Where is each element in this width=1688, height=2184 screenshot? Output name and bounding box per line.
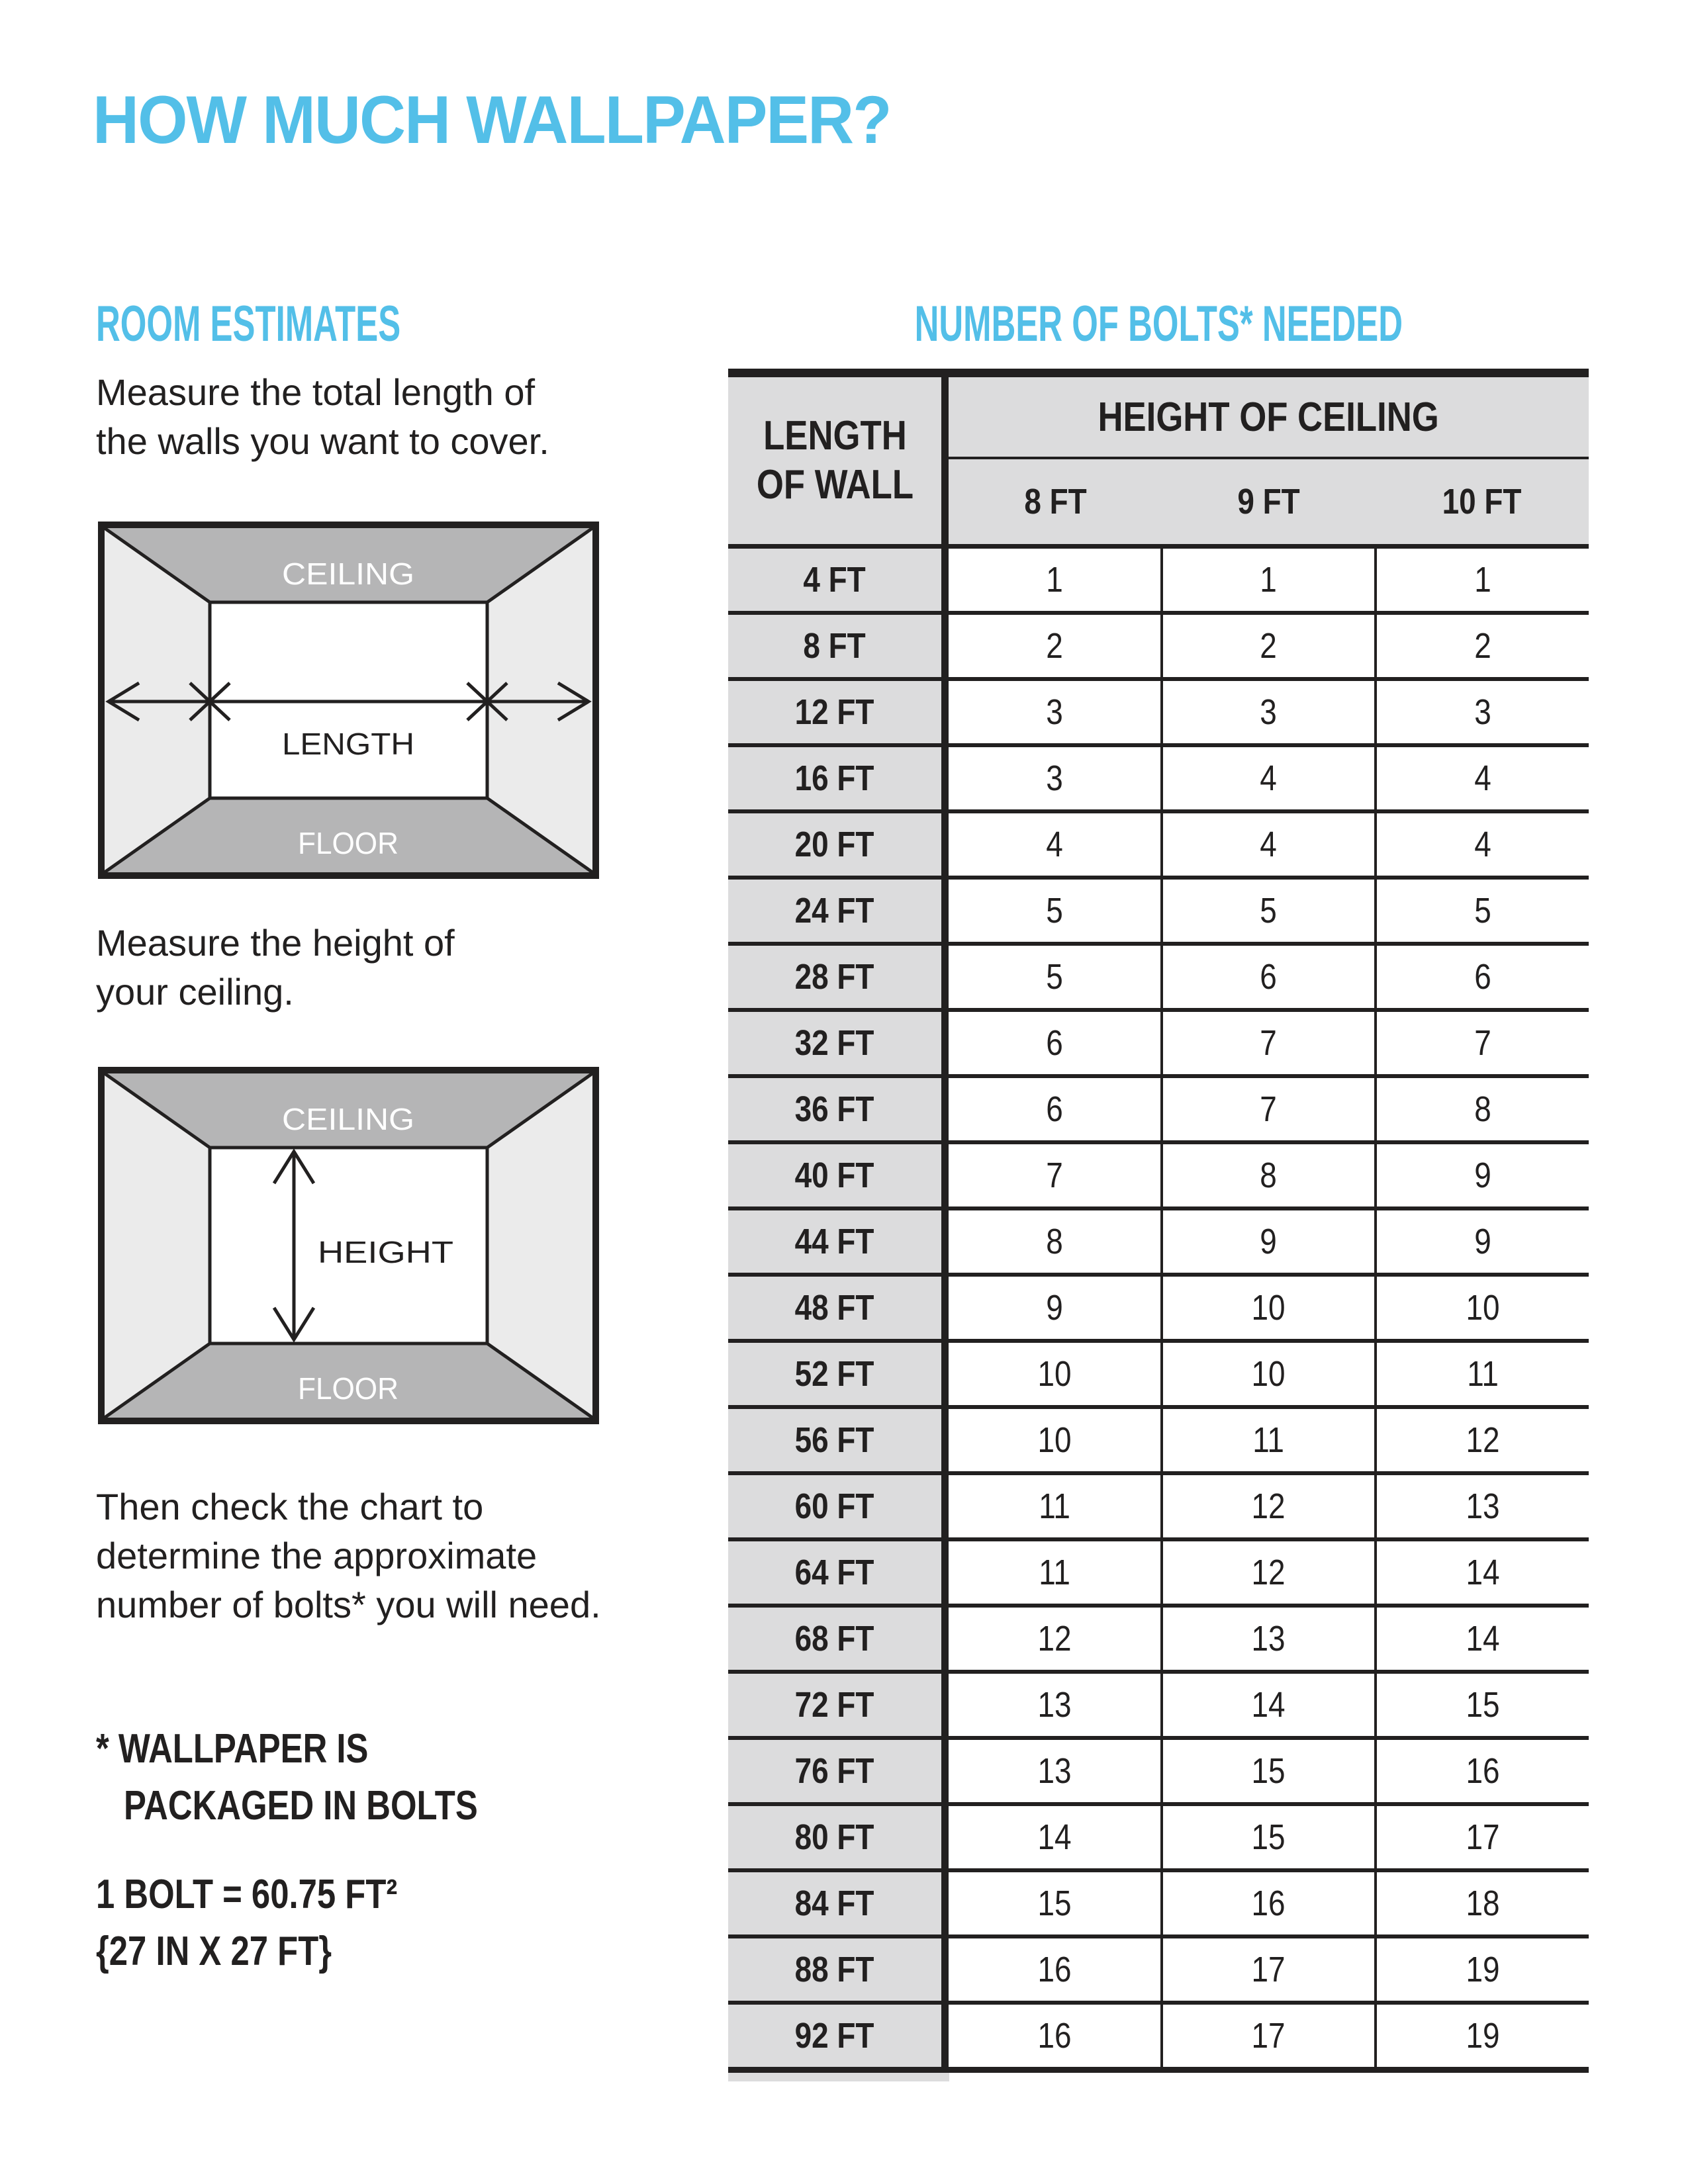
subheader-row bbox=[949, 459, 1589, 544]
instruction-check-chart: Then check the chart to determine the approximate number of bolts* you will need. bbox=[96, 1486, 601, 1625]
row-label-cell: 24 FT bbox=[728, 880, 941, 942]
value-cell-10ft: 9 bbox=[1377, 1144, 1589, 1206]
room-length-svg bbox=[98, 522, 599, 879]
value-cell-8ft: 3 bbox=[949, 681, 1163, 743]
value-cell-10ft: 19 bbox=[1377, 2005, 1589, 2067]
column-divider bbox=[941, 2005, 949, 2067]
column-divider bbox=[941, 1740, 949, 1802]
value-cell-10ft: 6 bbox=[1377, 946, 1589, 1008]
value-cell-10ft: 9 bbox=[1377, 1210, 1589, 1273]
value-cell-8ft: 10 bbox=[949, 1409, 1163, 1471]
value-cell-9ft: 12 bbox=[1163, 1475, 1378, 1537]
column-divider bbox=[941, 377, 949, 544]
row-label-cell: 48 FT bbox=[728, 1277, 941, 1339]
value-cell-10ft: 4 bbox=[1377, 813, 1589, 876]
value-cell-10ft: 11 bbox=[1377, 1343, 1589, 1405]
row-label-cell: 36 FT bbox=[728, 1078, 941, 1140]
value-cell-8ft: 1 bbox=[949, 549, 1163, 611]
table-top-border bbox=[728, 369, 1589, 377]
table-row bbox=[728, 747, 1589, 813]
value-cell-9ft: 12 bbox=[1163, 1541, 1378, 1604]
row-label-cell: 16 FT bbox=[728, 747, 941, 809]
value-cell-8ft: 4 bbox=[949, 813, 1163, 876]
value-cell-9ft: 17 bbox=[1163, 1938, 1378, 2001]
col-header-8ft: 8 FT bbox=[1023, 482, 1087, 522]
value-cell-8ft: 5 bbox=[949, 946, 1163, 1008]
table-row bbox=[728, 1210, 1589, 1277]
ceiling-height-header-group bbox=[949, 377, 1589, 544]
row-label-cell: 92 FT bbox=[728, 2005, 941, 2067]
value-cell-9ft: 9 bbox=[1163, 1210, 1378, 1273]
value-cell-9ft: 3 bbox=[1163, 681, 1378, 743]
row-label-cell: 32 FT bbox=[728, 1012, 941, 1074]
col-header-9ft: 9 FT bbox=[1237, 482, 1300, 522]
value-cell-10ft: 18 bbox=[1377, 1872, 1589, 1934]
value-cell-8ft: 16 bbox=[949, 1938, 1163, 2001]
room-estimates-heading: ROOM ESTIMATES bbox=[96, 296, 401, 352]
column-divider bbox=[941, 1409, 949, 1471]
table-row bbox=[728, 1343, 1589, 1409]
table-row bbox=[728, 2005, 1589, 2073]
table-row bbox=[728, 1475, 1589, 1541]
value-cell-9ft: 1 bbox=[1163, 549, 1378, 611]
row-label-cell: 60 FT bbox=[728, 1475, 941, 1537]
floor-label: FLOOR bbox=[298, 1371, 399, 1406]
value-cell-10ft: 13 bbox=[1377, 1475, 1589, 1537]
value-cell-9ft: 7 bbox=[1163, 1078, 1378, 1140]
table-row bbox=[728, 880, 1589, 946]
row-label-cell: 84 FT bbox=[728, 1872, 941, 1934]
value-cell-9ft: 10 bbox=[1163, 1277, 1378, 1339]
value-cell-10ft: 19 bbox=[1377, 1938, 1589, 2001]
col-header-length-of-wall: LENGTH OF WALL bbox=[756, 413, 914, 508]
row-label-cell: 12 FT bbox=[728, 681, 941, 743]
column-divider bbox=[941, 615, 949, 677]
value-cell-10ft: 8 bbox=[1377, 1078, 1589, 1140]
value-cell-9ft: 7 bbox=[1163, 1012, 1378, 1074]
value-cell-9ft: 10 bbox=[1163, 1343, 1378, 1405]
value-cell-8ft: 8 bbox=[949, 1210, 1163, 1273]
column-divider bbox=[941, 880, 949, 942]
value-cell-8ft: 14 bbox=[949, 1806, 1163, 1868]
table-row bbox=[728, 615, 1589, 681]
room-height-diagram bbox=[98, 1067, 599, 1424]
value-cell-8ft: 11 bbox=[949, 1541, 1163, 1604]
instruction-measure-height: Measure the height of your ceiling. bbox=[96, 922, 455, 1013]
column-divider bbox=[941, 681, 949, 743]
value-cell-10ft: 1 bbox=[1377, 549, 1589, 611]
row-label-cell: 80 FT bbox=[728, 1806, 941, 1868]
ceiling-label: CEILING bbox=[282, 557, 414, 591]
table-body bbox=[728, 549, 1589, 2073]
value-cell-8ft: 10 bbox=[949, 1343, 1163, 1405]
value-cell-10ft: 4 bbox=[1377, 747, 1589, 809]
table-row bbox=[728, 549, 1589, 615]
room-height-svg bbox=[98, 1067, 599, 1424]
column-divider bbox=[941, 1012, 949, 1074]
value-cell-9ft: 15 bbox=[1163, 1740, 1378, 1802]
table-footer-tab bbox=[728, 2073, 949, 2081]
value-cell-8ft: 11 bbox=[949, 1475, 1163, 1537]
row-label-cell: 76 FT bbox=[728, 1740, 941, 1802]
table-row bbox=[728, 1674, 1589, 1740]
value-cell-9ft: 6 bbox=[1163, 946, 1378, 1008]
column-divider bbox=[941, 1608, 949, 1670]
value-cell-8ft: 15 bbox=[949, 1872, 1163, 1934]
column-divider bbox=[941, 1872, 949, 1934]
bolts-needed-heading: NUMBER OF BOLTS* NEEDED bbox=[914, 296, 1403, 352]
value-cell-10ft: 2 bbox=[1377, 615, 1589, 677]
value-cell-10ft: 7 bbox=[1377, 1012, 1589, 1074]
table-row bbox=[728, 1277, 1589, 1343]
column-divider bbox=[941, 1210, 949, 1273]
table-row bbox=[728, 946, 1589, 1012]
value-cell-10ft: 14 bbox=[1377, 1608, 1589, 1670]
column-divider bbox=[941, 1806, 949, 1868]
group-header-height-of-ceiling: HEIGHT OF CEILING bbox=[949, 377, 1589, 459]
value-cell-8ft: 12 bbox=[949, 1608, 1163, 1670]
table-row bbox=[728, 1078, 1589, 1144]
value-cell-9ft: 15 bbox=[1163, 1806, 1378, 1868]
value-cell-10ft: 3 bbox=[1377, 681, 1589, 743]
table-row bbox=[728, 1012, 1589, 1078]
row-label-cell: 8 FT bbox=[728, 615, 941, 677]
row-label-cell: 40 FT bbox=[728, 1144, 941, 1206]
table-row bbox=[728, 1938, 1589, 2005]
row-label-cell: 20 FT bbox=[728, 813, 941, 876]
value-cell-10ft: 16 bbox=[1377, 1740, 1589, 1802]
value-cell-10ft: 14 bbox=[1377, 1541, 1589, 1604]
value-cell-8ft: 6 bbox=[949, 1012, 1163, 1074]
table-header bbox=[728, 377, 1589, 549]
table-row bbox=[728, 1409, 1589, 1475]
value-cell-8ft: 3 bbox=[949, 747, 1163, 809]
instruction-measure-length: Measure the total length of the walls you want to cover. bbox=[96, 371, 549, 462]
value-cell-10ft: 5 bbox=[1377, 880, 1589, 942]
column-divider bbox=[941, 1475, 949, 1537]
col-header-10ft: 10 FT bbox=[1442, 482, 1522, 522]
value-cell-9ft: 13 bbox=[1163, 1608, 1378, 1670]
column-divider bbox=[941, 1078, 949, 1140]
value-cell-8ft: 13 bbox=[949, 1674, 1163, 1736]
column-divider bbox=[941, 1277, 949, 1339]
row-label-cell: 72 FT bbox=[728, 1674, 941, 1736]
column-divider bbox=[941, 1343, 949, 1405]
row-label-cell: 64 FT bbox=[728, 1541, 941, 1604]
row-label-cell: 52 FT bbox=[728, 1343, 941, 1405]
table-row bbox=[728, 1144, 1589, 1210]
value-cell-8ft: 16 bbox=[949, 2005, 1163, 2067]
value-cell-10ft: 17 bbox=[1377, 1806, 1589, 1868]
ceiling-label: CEILING bbox=[282, 1102, 414, 1136]
table-row bbox=[728, 1806, 1589, 1872]
value-cell-9ft: 14 bbox=[1163, 1674, 1378, 1736]
value-cell-9ft: 17 bbox=[1163, 2005, 1378, 2067]
row-label-cell: 88 FT bbox=[728, 1938, 941, 2001]
value-cell-9ft: 4 bbox=[1163, 747, 1378, 809]
value-cell-9ft: 4 bbox=[1163, 813, 1378, 876]
table-row bbox=[728, 1608, 1589, 1674]
row-label-cell: 68 FT bbox=[728, 1608, 941, 1670]
row-label-cell: 56 FT bbox=[728, 1409, 941, 1471]
value-cell-9ft: 2 bbox=[1163, 615, 1378, 677]
column-divider bbox=[941, 1144, 949, 1206]
table-row bbox=[728, 681, 1589, 747]
value-cell-8ft: 5 bbox=[949, 880, 1163, 942]
table-row bbox=[728, 1872, 1589, 1938]
row-label-cell: 28 FT bbox=[728, 946, 941, 1008]
height-label: HEIGHT bbox=[318, 1235, 453, 1269]
value-cell-8ft: 13 bbox=[949, 1740, 1163, 1802]
value-cell-10ft: 12 bbox=[1377, 1409, 1589, 1471]
value-cell-10ft: 15 bbox=[1377, 1674, 1589, 1736]
table-row bbox=[728, 1541, 1589, 1608]
value-cell-9ft: 5 bbox=[1163, 880, 1378, 942]
value-cell-9ft: 11 bbox=[1163, 1409, 1378, 1471]
value-cell-10ft: 10 bbox=[1377, 1277, 1589, 1339]
floor-label: FLOOR bbox=[298, 826, 399, 860]
room-length-diagram bbox=[98, 522, 599, 879]
value-cell-8ft: 2 bbox=[949, 615, 1163, 677]
column-divider bbox=[941, 813, 949, 876]
column-divider bbox=[941, 549, 949, 611]
length-label: LENGTH bbox=[282, 727, 414, 761]
value-cell-9ft: 16 bbox=[1163, 1872, 1378, 1934]
table-row bbox=[728, 813, 1589, 880]
row-label-cell: 4 FT bbox=[728, 549, 941, 611]
value-cell-8ft: 6 bbox=[949, 1078, 1163, 1140]
table-row bbox=[728, 1740, 1589, 1806]
bolt-size-info: 1 BOLT = 60.75 FT² {27 IN X 27 FT} bbox=[96, 1872, 398, 1974]
column-divider bbox=[941, 946, 949, 1008]
value-cell-8ft: 7 bbox=[949, 1144, 1163, 1206]
value-cell-8ft: 9 bbox=[949, 1277, 1163, 1339]
value-cell-9ft: 8 bbox=[1163, 1144, 1378, 1206]
row-label-cell: 44 FT bbox=[728, 1210, 941, 1273]
column-divider bbox=[941, 747, 949, 809]
page-title: HOW MUCH WALLPAPER? bbox=[93, 82, 891, 158]
column-divider bbox=[941, 1938, 949, 2001]
column-divider bbox=[941, 1541, 949, 1604]
bolts-footnote: * WALLPAPER IS PACKAGED IN BOLTS bbox=[96, 1726, 478, 1829]
bolts-table bbox=[728, 369, 1589, 2081]
column-divider bbox=[941, 1674, 949, 1736]
